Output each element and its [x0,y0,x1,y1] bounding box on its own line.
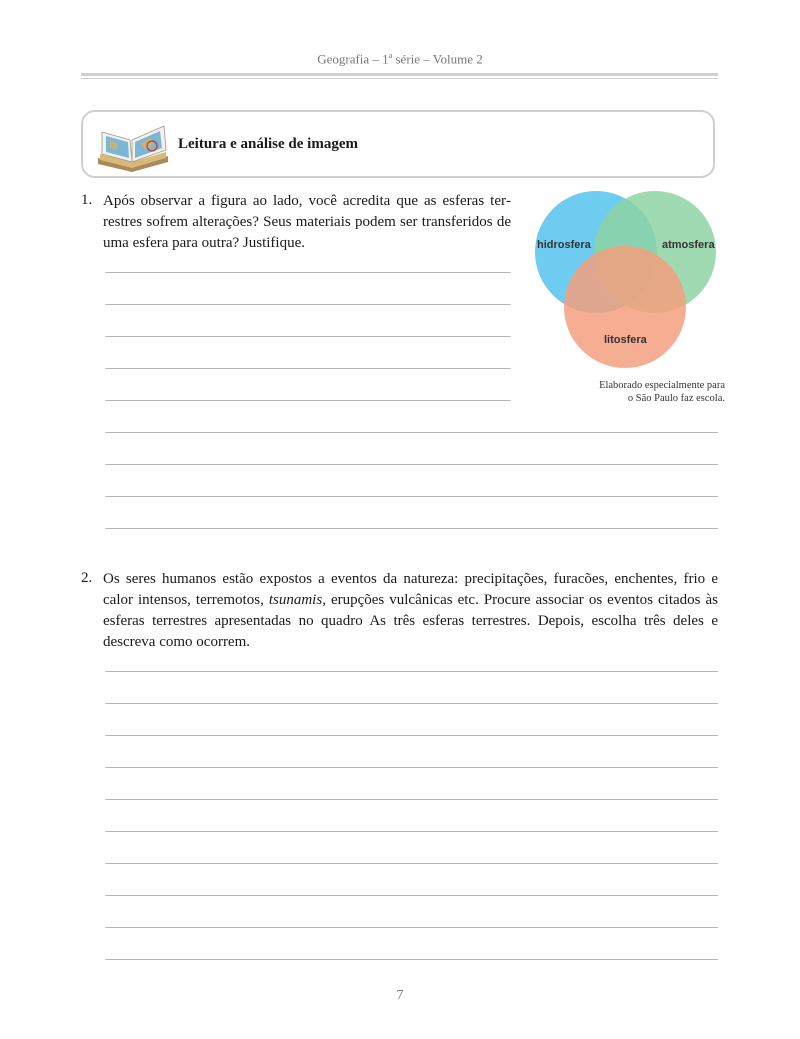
question-2-number: 2. [81,570,93,586]
answer-line[interactable] [105,703,718,704]
open-book-icon [92,118,174,172]
answer-line[interactable] [105,863,718,864]
answer-line[interactable] [105,767,718,768]
question-1-number: 1. [81,192,93,208]
header-rule [81,73,718,76]
litosfera-circle [564,246,686,368]
section-header-box [81,110,715,178]
question-2-text: Os seres humanos estão expostos a eventos da natureza: precipitações, furacões, enchentes, frio e calor intensos, terremotos, tsunamis, erupções vulcânicas etc. Procure associar os eventos citados às esferas terrestres apresentadas no quadro As três esferas terrestres. Depois, escolha três deles e descreva como ocorrem. [103,571,718,650]
answer-line[interactable] [105,368,511,369]
three-spheres-venn-diagram [527,190,727,370]
answer-line[interactable] [105,959,718,960]
answer-line[interactable] [105,528,718,529]
answer-line[interactable] [105,799,718,800]
answer-line[interactable] [105,400,511,401]
answer-line[interactable] [105,831,718,832]
answer-line[interactable] [105,464,718,465]
answer-line[interactable] [105,336,511,337]
question-1-text: Após observar a figura ao lado, você acredita que as esferas terrestres sofrem alterações? Seus materiais podem ser transferidos de uma esfera para outra? Justifique. [103,193,511,251]
answer-line[interactable] [105,671,718,672]
section-title: Leitura e análise de imagem [178,136,358,152]
answer-line[interactable] [105,496,718,497]
page-number: 7 [396,988,404,1003]
answer-line[interactable] [105,735,718,736]
answer-line[interactable] [105,432,718,433]
header-rule-thin [81,78,718,79]
atmosfera-label: atmosfera [662,239,715,251]
figure-caption: Elaborado especialmente para o São Paulo faz escola. [599,380,725,404]
litosfera-label: litosfera [604,334,647,346]
running-header: Geografia – 1$^a$ série – Volume 2 [317,51,483,67]
answer-line[interactable] [105,927,718,928]
answer-line[interactable] [105,895,718,896]
answer-line[interactable] [105,304,511,305]
hidrosfera-label: hidrosfera [537,239,591,251]
answer-line[interactable] [105,272,511,273]
